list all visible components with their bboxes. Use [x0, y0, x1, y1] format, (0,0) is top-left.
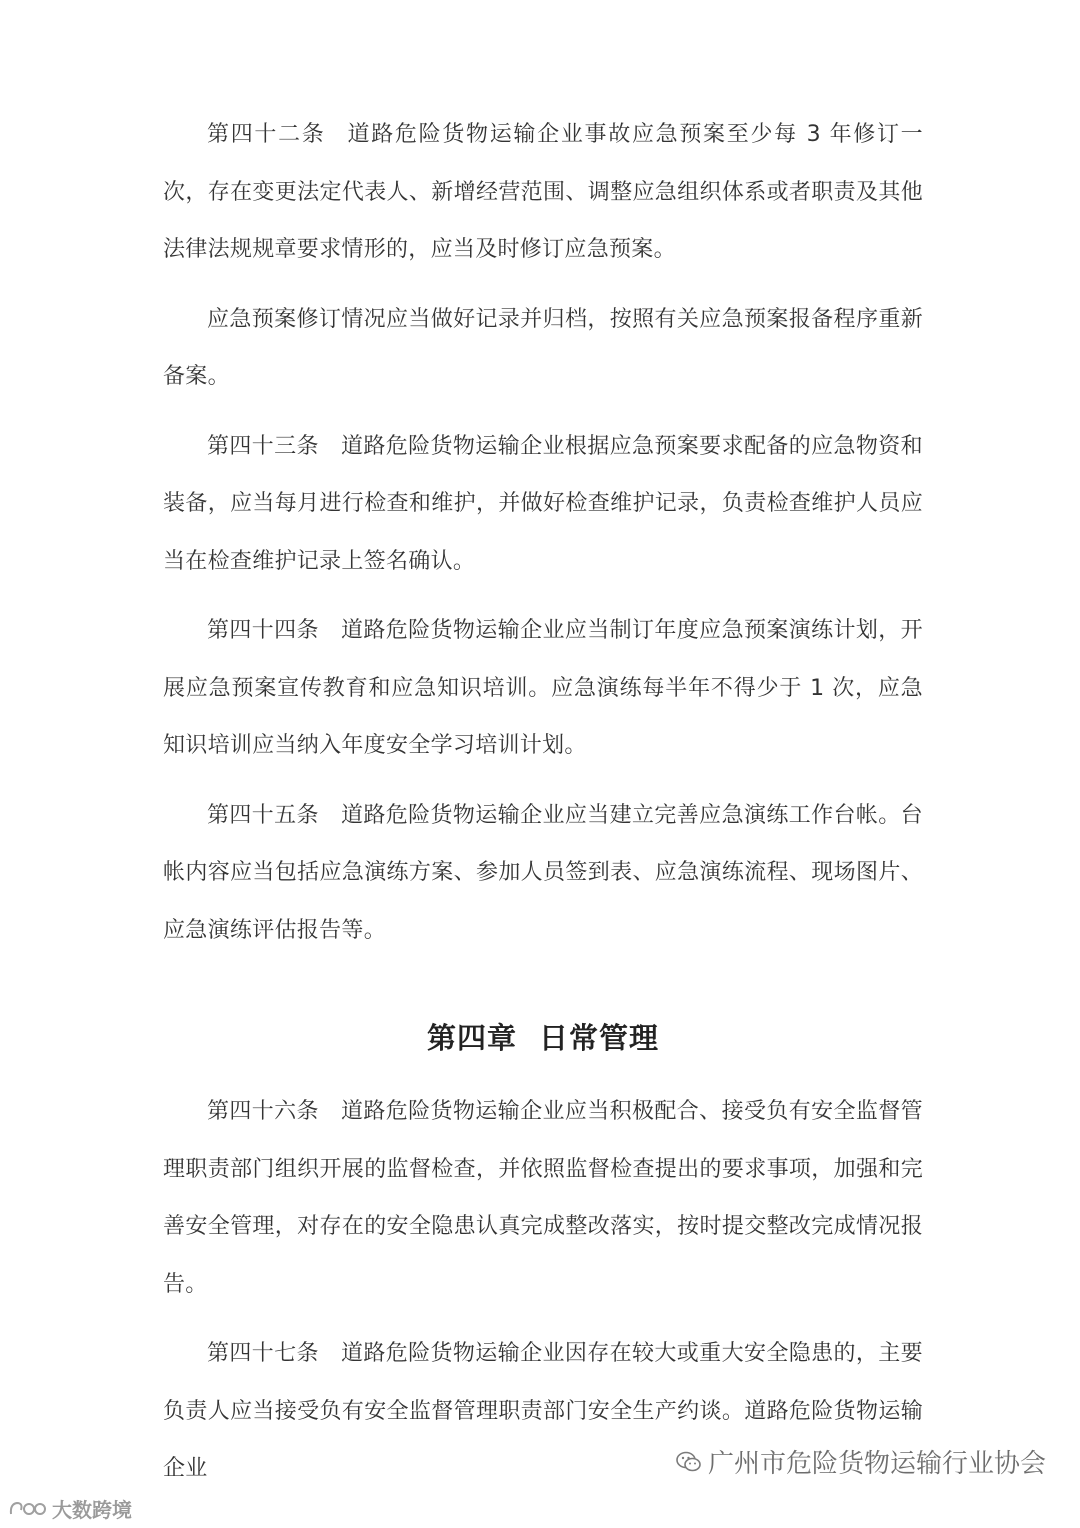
article-number: 第四十五条: [207, 802, 319, 828]
article-text: 道路危险货物运输企业因存在较大或重大安全隐患的，主要负责人应当接受负有安全监督管理职责部门安全生产约谈。道路危险货物运输企业: [163, 1341, 923, 1481]
article-text: 应急预案修订情况应当做好记录并归档，按照有关应急预案报备程序重新备案。: [163, 306, 923, 389]
article-number: 第四十七条: [207, 1341, 319, 1366]
article-number: 第四十六条: [207, 1099, 319, 1124]
article-number: 第四十二条: [207, 122, 326, 147]
article-number: 第四十三条: [207, 433, 319, 459]
chapter-heading: [163, 1016, 923, 1057]
article-text: 道路危险货物运输企业事故应急预案至少每 3 年修订一次，存在变更法定代表人、新增经营范围、调整应急组织体系或者职责及其他法律法规规章要求情形的，应当及时修订应急预案。: [163, 122, 923, 262]
article-text: 道路危险货物运输企业应当制订年度应急预案演练计划，开展应急预案宣传教育和应急知识培训。应急演练每半年不得少于 1 次，应急知识培训应当纳入年度安全学习培训计划。: [163, 618, 923, 758]
article-46: [163, 1083, 923, 1313]
watermark-text: 广州市危险货物运输行业协会: [707, 1449, 1046, 1479]
wechat-icon: [676, 1449, 702, 1475]
article-45: [163, 787, 923, 960]
chapter-number: 第四章: [426, 1021, 517, 1055]
article-number: 第四十四条: [207, 618, 319, 643]
article-43: [163, 418, 923, 591]
corner-mark-text: 大数跨境: [52, 1498, 132, 1522]
article-42: [163, 106, 923, 279]
corner-logo-icon: [8, 1498, 48, 1520]
corner-watermark: [8, 1494, 132, 1523]
article-text: 道路危险货物运输企业应当建立完善应急演练工作台帐。台帐内容应当包括应急演练方案、参加人员签到表、应急演练流程、现场图片、应急演练评估报告等。: [163, 802, 923, 943]
document-body-top: [163, 106, 923, 971]
chapter-title: 日常管理: [539, 1021, 660, 1055]
article-text: 道路危险货物运输企业根据应急预案要求配备的应急物资和装备，应当每月进行检查和维护，并做好检查维护记录，负责检查维护人员应当在检查维护记录上签名确认。: [163, 433, 923, 574]
article-44: [163, 602, 923, 775]
article-text: 道路危险货物运输企业应当积极配合、接受负有安全监督管理职责部门组织开展的监督检查，并依照监督检查提出的要求事项，加强和完善安全管理，对存在的安全隐患认真完成整改落实，按时提交整改完成情况报告。: [163, 1099, 923, 1297]
article-42-paragraph-2: [163, 291, 923, 406]
wechat-watermark: [676, 1443, 1046, 1480]
